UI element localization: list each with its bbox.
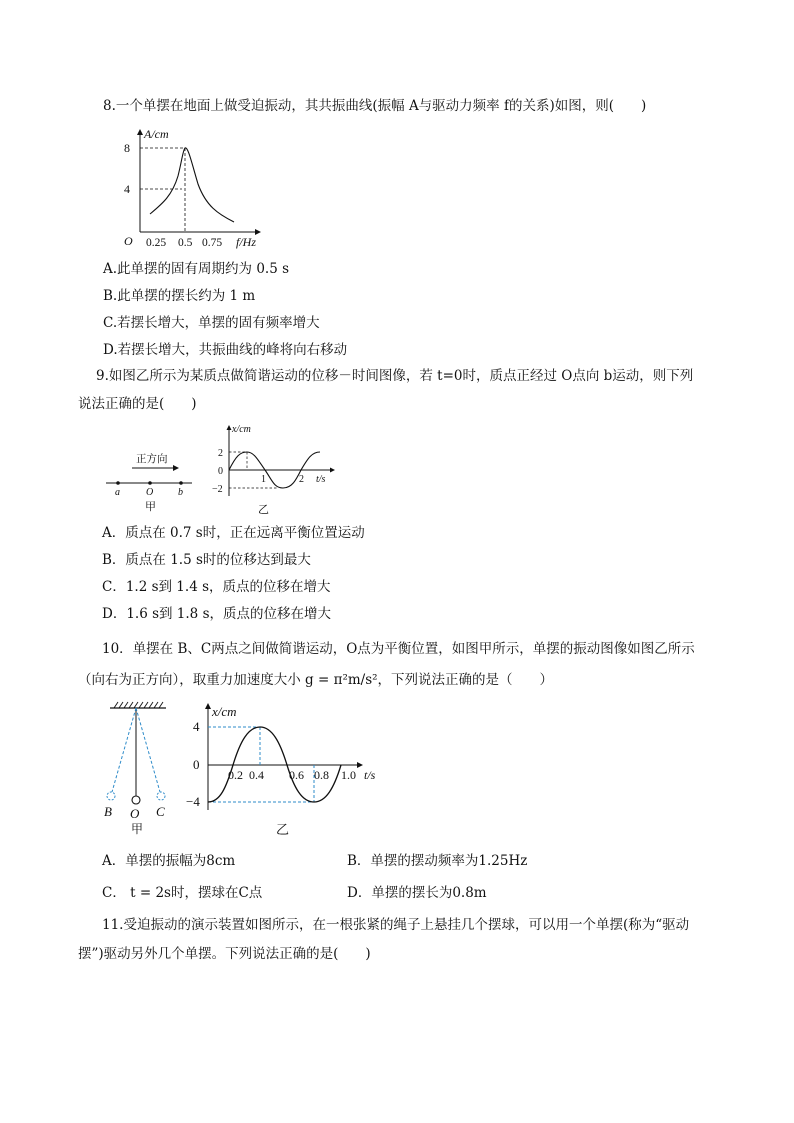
q10-x-tick-06: 0.6 xyxy=(289,768,304,782)
q8-y-tick-8: 8 xyxy=(124,141,130,155)
q10-option-b: B．单摆的摆动频率为1.25Hz xyxy=(347,853,528,869)
q8-y-label: A/cm xyxy=(144,127,169,141)
q10-fig-yi-graph xyxy=(186,700,382,840)
q8-resonance-curve xyxy=(150,148,234,222)
q10-x-label: t/s xyxy=(364,768,376,782)
q10-x-tick-04: 0.4 xyxy=(249,768,264,782)
q10-bob-c xyxy=(157,792,165,800)
q9-option-a: A．质点在 0.7 s时，正在远离平衡位置运动 xyxy=(102,525,365,541)
q10-y-tick-neg4: −4 xyxy=(186,794,200,809)
q8-resonance-graph xyxy=(110,124,270,250)
q9-option-b: B．质点在 1.5 s时的位移达到最大 xyxy=(102,552,311,568)
q8-option-a: A.此单摆的固有周期约为 0.5 s xyxy=(103,261,290,277)
q9-option-c: C．1.2 s到 1.4 s，质点的位移在增大 xyxy=(102,579,331,595)
q9-x-label: t/s xyxy=(316,474,326,485)
q10-bob-b xyxy=(107,792,115,800)
q9-y-tick-neg2: −2 xyxy=(212,484,223,495)
q9-point-b: b xyxy=(178,487,183,498)
q8-y-tick-4: 4 xyxy=(124,182,130,196)
q9-fig-jia xyxy=(100,448,200,514)
q10-caption-jia: 甲 xyxy=(131,822,144,836)
q10-string-right xyxy=(136,708,160,792)
q9-caption-yi: 乙 xyxy=(258,504,269,516)
q8-stem: 8.一个单摆在地面上做受迫振动，其共振曲线(振幅 A与驱动力频率 f的关系)如图，则( ) xyxy=(103,98,647,114)
q10-y-tick-4: 4 xyxy=(193,719,200,734)
q10-string-left xyxy=(112,708,136,792)
q10-option-d: D．单摆的摆长为0.8m xyxy=(347,885,487,901)
q9-x-tick-1: 1 xyxy=(261,474,266,485)
q10-label-b: B xyxy=(104,804,112,819)
q9-fig-yi xyxy=(212,422,342,518)
q10-bob-o xyxy=(132,796,140,804)
q8-origin: O xyxy=(124,234,133,248)
q10-y-label: x/cm xyxy=(212,704,237,719)
q10-x-tick-08: 0.8 xyxy=(314,768,329,782)
q9-positive-direction-label: 正方向 xyxy=(136,454,168,465)
q11-stem-line1: 11.受迫振动的演示装置如图所示，在一根张紧的绳子上悬挂几个摆球，可以用一个单摆(称为“驱动 xyxy=(102,917,690,933)
q8-x-tick-025: 0.25 xyxy=(146,237,167,249)
q9-point-o: O xyxy=(146,487,154,498)
q11-stem-line2: 摆”)驱动另外几个单摆。下列说法正确的是( ) xyxy=(78,946,371,962)
q10-stem-line1: 10．单摆在 B、C两点之间做简谐运动，O点为平衡位置，如图甲所示，单摆的振动图像如图乙所示 xyxy=(102,641,695,657)
q8-option-b: B.此单摆的摆长约为 1 m xyxy=(103,288,256,304)
q10-y-tick-0: 0 xyxy=(193,757,200,772)
q9-y-tick-2: 2 xyxy=(218,448,223,459)
q10-option-a: A．单摆的振幅为8cm xyxy=(102,853,236,869)
q9-stem-line2: 说法正确的是( ) xyxy=(78,396,197,412)
q10-stem-line2: （向右为正方向），取重力加速度大小 g = π²m/s²，下列说法正确的是（ ） xyxy=(78,672,554,688)
q10-x-tick-02: 0.2 xyxy=(228,768,243,782)
q10-option-c: C． t = 2s时，摆球在C点 xyxy=(102,885,263,901)
q10-label-o: O xyxy=(130,806,140,821)
q9-stem-line1: 9.如图乙所示为某质点做简谐运动的位移－时间图像，若 t=0时，质点正经过 O点向 b运动，则下列 xyxy=(96,368,694,384)
q8-x-tick-075: 0.75 xyxy=(202,237,223,249)
q8-option-c: C.若摆长增大，单摆的固有频率增大 xyxy=(103,315,320,331)
q8-x-label: f/Hz xyxy=(236,235,257,249)
q10-caption-yi: 乙 xyxy=(276,822,290,837)
q9-y-tick-0: 0 xyxy=(218,466,223,477)
q8-x-tick-05: 0.5 xyxy=(178,237,193,249)
q10-label-c: C xyxy=(156,804,165,819)
q9-x-tick-2: 2 xyxy=(299,474,304,485)
q9-y-label: x/cm xyxy=(232,424,251,435)
q10-x-tick-10: 1.0 xyxy=(341,768,356,782)
q9-option-d: D．1.6 s到 1.8 s，质点的位移在增大 xyxy=(102,606,331,622)
q10-fig-jia-pendulum xyxy=(98,700,188,838)
q9-caption-jia: 甲 xyxy=(145,501,156,513)
q8-option-d: D.若摆长增大，共振曲线的峰将向右移动 xyxy=(103,342,348,358)
q9-point-a: a xyxy=(115,487,120,498)
